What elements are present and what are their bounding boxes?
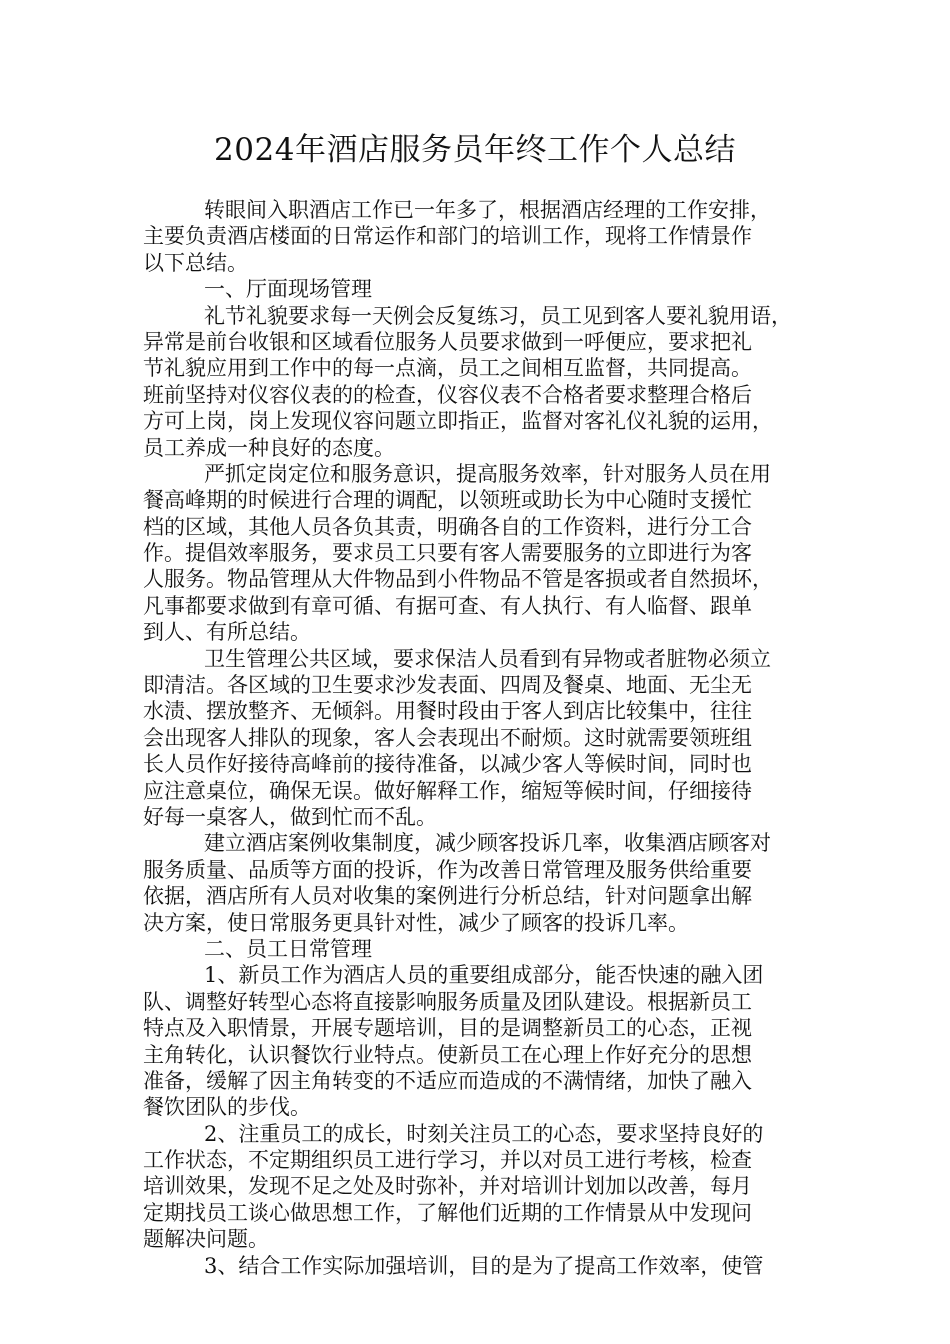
body-line: 转眼间入职酒店工作已一年多了，根据酒店经理的工作安排， xyxy=(204,198,771,222)
body-line: 礼节礼貌要求每一天例会反复练习，员工见到客人要礼貌用语， xyxy=(204,303,792,328)
document-body xyxy=(143,197,815,1279)
body-line: 建立酒店案例收集制度，减少顾客投诉几率，收集酒店顾客对 xyxy=(204,831,771,856)
body-line: 节礼貌应用到工作中的每一点滴，员工之间相互监督，共同提高。 xyxy=(143,356,752,381)
body-line: 员工养成一种良好的态度。 xyxy=(143,435,395,460)
body-line: 会出现客人排队的现象，客人会表现出不耐烦。这时就需要领班组 xyxy=(143,725,752,750)
body-line: 工作状态，不定期组织员工进行学习，并以对员工进行考核，检查 xyxy=(143,1148,752,1173)
body-line: 到人、有所总结。 xyxy=(143,620,311,645)
body-line: 即清洁。各区域的卫生要求沙发表面、四周及餐桌、地面、无尘无 xyxy=(143,673,752,698)
body-line: 一、厅面现场管理 xyxy=(204,277,372,302)
body-line: 准备，缓解了因主角转变的不适应而造成的不满情绪，加快了融入 xyxy=(143,1068,752,1093)
body-line: 3、结合工作实际加强培训，目的是为了提高工作效率，使管 xyxy=(204,1253,764,1278)
body-line: 异常是前台收银和区域看位服务人员要求做到一呼便应，要求把礼 xyxy=(143,329,752,354)
body-line: 作。提倡效率服务，要求员工只要有客人需要服务的立即进行为客 xyxy=(143,541,752,566)
body-line: 二、员工日常管理 xyxy=(204,936,372,961)
body-line: 特点及入职情景，开展专题培训，目的是调整新员工的心态，正视 xyxy=(143,1016,752,1041)
body-line: 水渍、摆放整齐、无倾斜。用餐时段由于客人到店比较集中，往往 xyxy=(143,699,752,724)
body-line: 依据，酒店所有人员对收集的案例进行分析总结，针对问题拿出解 xyxy=(143,884,752,909)
body-line: 卫生管理公共区域，要求保洁人员看到有异物或者脏物必须立 xyxy=(204,646,771,671)
body-line: 2、注重员工的成长，时刻关注员工的心态，要求坚持良好的 xyxy=(204,1121,764,1146)
body-line: 服务质量、品质等方面的投诉，作为改善日常管理及服务供给重要 xyxy=(143,857,752,882)
body-line: 题解决问题。 xyxy=(143,1227,269,1252)
body-line: 严抓定岗定位和服务意识，提高服务效率，针对服务人员在用 xyxy=(204,461,771,486)
body-line: 应注意桌位，确保无误。做好解释工作，缩短等候时间，仔细接待 xyxy=(143,778,752,803)
body-line: 决方案，使日常服务更具针对性，减少了顾客的投诉几率。 xyxy=(143,910,689,935)
body-line: 主要负责酒店楼面的日常运作和部门的培训工作，现将工作情景作 xyxy=(143,224,752,249)
body-line: 以下总结。 xyxy=(143,250,248,275)
body-line: 长人员作好接待高峰前的接待准备，以减少客人等候时间，同时也 xyxy=(143,752,752,777)
body-line: 培训效果，发现不足之处及时弥补，并对培训计划加以改善，每月 xyxy=(143,1174,752,1199)
body-line: 班前坚持对仪容仪表的的检查，仪容仪表不合格者要求整理合格后 xyxy=(143,382,752,407)
body-line: 好每一桌客人，做到忙而不乱。 xyxy=(143,804,437,829)
body-line: 餐饮团队的步伐。 xyxy=(143,1095,311,1120)
body-line: 凡事都要求做到有章可循、有据可查、有人执行、有人临督、跟单 xyxy=(143,593,752,618)
body-line: 队、调整好转型心态将直接影响服务质量及团队建设。根据新员工 xyxy=(143,989,752,1014)
body-line: 定期找员工谈心做思想工作，了解他们近期的工作情景从中发现问 xyxy=(143,1200,752,1225)
body-line: 人服务。物品管理从大件物品到小件物品不管是客损或者自然损坏， xyxy=(143,567,773,592)
body-line: 主角转化，认识餐饮行业特点。使新员工在心理上作好充分的思想 xyxy=(143,1042,752,1067)
body-line: 方可上岗，岗上发现仪容问题立即指正，监督对客礼仪礼貌的运用， xyxy=(143,409,773,434)
document-title: 2024年酒店服务员年终工作个人总结 xyxy=(214,132,736,168)
body-line: 1、新员工作为酒店人员的重要组成部分，能否快速的融入团 xyxy=(204,963,764,988)
body-line: 餐高峰期的时候进行合理的调配，以领班或助长为中心随时支援忙 xyxy=(143,488,752,513)
body-line: 档的区域，其他人员各负其责，明确各自的工作资料，进行分工合 xyxy=(143,514,752,539)
